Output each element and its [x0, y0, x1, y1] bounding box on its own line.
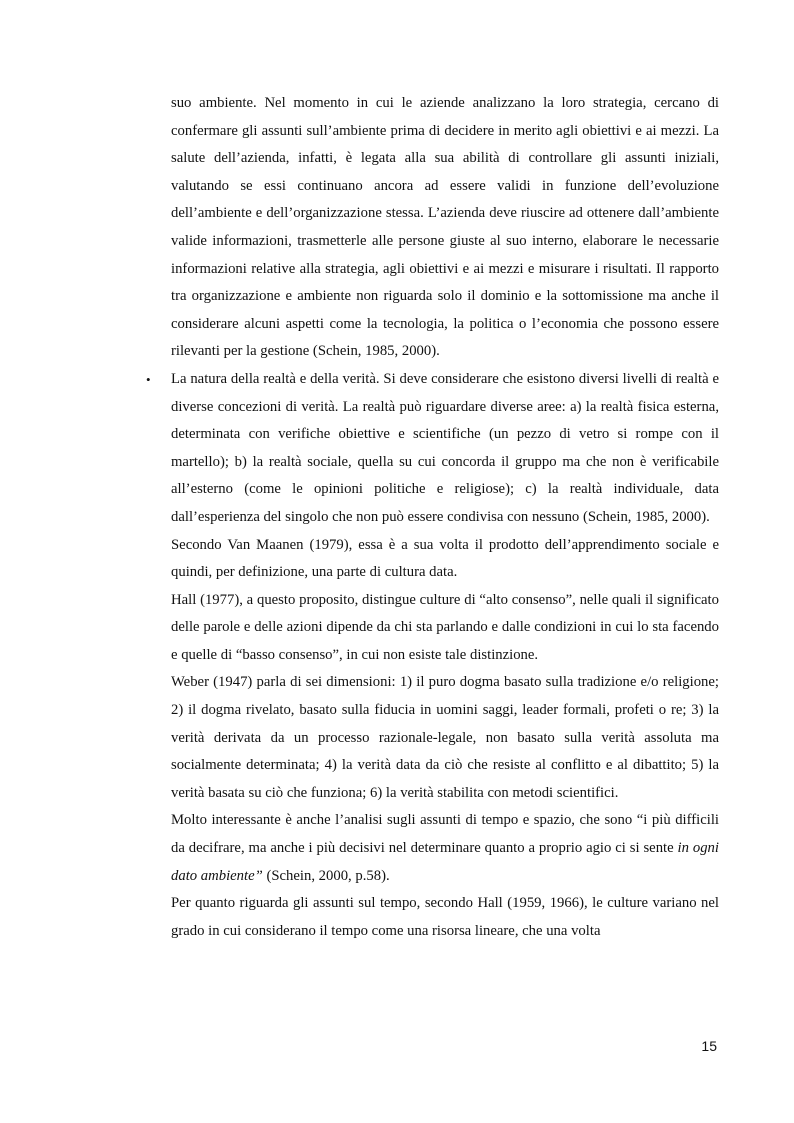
paragraph-hall-tempo: Per quanto riguarda gli assunti sul tempo, secondo Hall (1959, 1966), le culture variano nel grado in cui considerano il tempo come una risorsa lineare, che una volta: [171, 895, 719, 939]
bullet-item-reality: [146, 366, 719, 532]
text-run: Molto interessante è anche l’analisi sugli assunti di tempo e spazio, che sono “i più difficili da decifrare, ma anche i più decisivi nel determinare quanto a proprio agio ci si sente: [171, 812, 719, 857]
italic-quote: in ogni dato ambiente”: [171, 840, 719, 884]
paragraph-van-maanen: Secondo Van Maanen (1979), essa è a sua volta il prodotto dell’apprendimento sociale e quindi, per definizione, una parte di cultura data.: [171, 536, 719, 581]
body-text: [146, 90, 719, 945]
paragraph-environment: suo ambiente. Nel momento in cui le aziende analizzano la loro strategia, cercano di confermare gli assunti sull’ambiente prima di decidere in merito agli obiettivi e ai mezzi. La salute dell’azienda, infatti, è legata alla sua abilità di controllare gli assunti iniziali, valutando se essi continuano ancora ad essere validi in funzione dell’evoluzione dell’ambiente e dell’organizzazione stessa. L’azienda deve riuscire ad ottenere dall’ambiente valide informazioni, trasmetterle alle persone giuste al suo interno, elaborare le necessarie informazioni relative alla strategia, agli obiettivi e ai mezzi e misurare i risultati. Il rapporto tra organizzazione e ambiente non riguarda solo il dominio e la sottomissione ma anche il considerare alcuni aspetti come la tecnologia, la politica o l’economia che possono essere rilevanti per la gestione (Schein, 1985, 2000).: [171, 95, 719, 360]
paragraph-weber: Weber (1947) parla di sei dimensioni: 1) il puro dogma basato sulla tradizione e/o religione; 2) il dogma rivelato, basato sulla fiducia in uomini saggi, leader formali, profeti o re; 3) la verità derivata da un processo razionale-legale, non basato sulla verità assoluta ma socialmente determinata; 4) la verità data da ciò che resiste al conflitto e al dibattito; 5) la verità basata su ciò che funziona; 6) la verità stabilita con metodi scientifici.: [171, 674, 719, 801]
citation: (Schein, 2000, p.58).: [262, 867, 390, 884]
page-number: 15: [701, 1038, 717, 1054]
bullet-icon: •: [146, 371, 151, 387]
paragraph-hall-consenso: Hall (1977), a questo proposito, distingue culture di “alto consenso”, nelle quali il significato delle parole e delle azioni dipende da chi sta parlando e dalle condizioni in cui lo sta facendo e quelle di “basso consenso”, in cui non esiste tale distinzione.: [171, 591, 719, 663]
paragraph-tempo-spazio: [171, 807, 719, 890]
paragraph-reality: La natura della realtà e della verità. Si deve considerare che esistono diversi livelli di realtà e diverse concezioni di verità. La realtà può riguardare diverse aree: a) la realtà fisica esterna, determinata con verifiche obiettive e scientifiche (un pezzo di vetro si rompe con il martello); b) la realtà sociale, quella su cui concorda il gruppo ma che non è verificabile all’esterno (come le opinioni politiche e religiose); c) la realtà individuale, data dall’esperienza del singolo che non può essere condivisa con nessuno (Schein, 1985, 2000).: [171, 370, 719, 525]
